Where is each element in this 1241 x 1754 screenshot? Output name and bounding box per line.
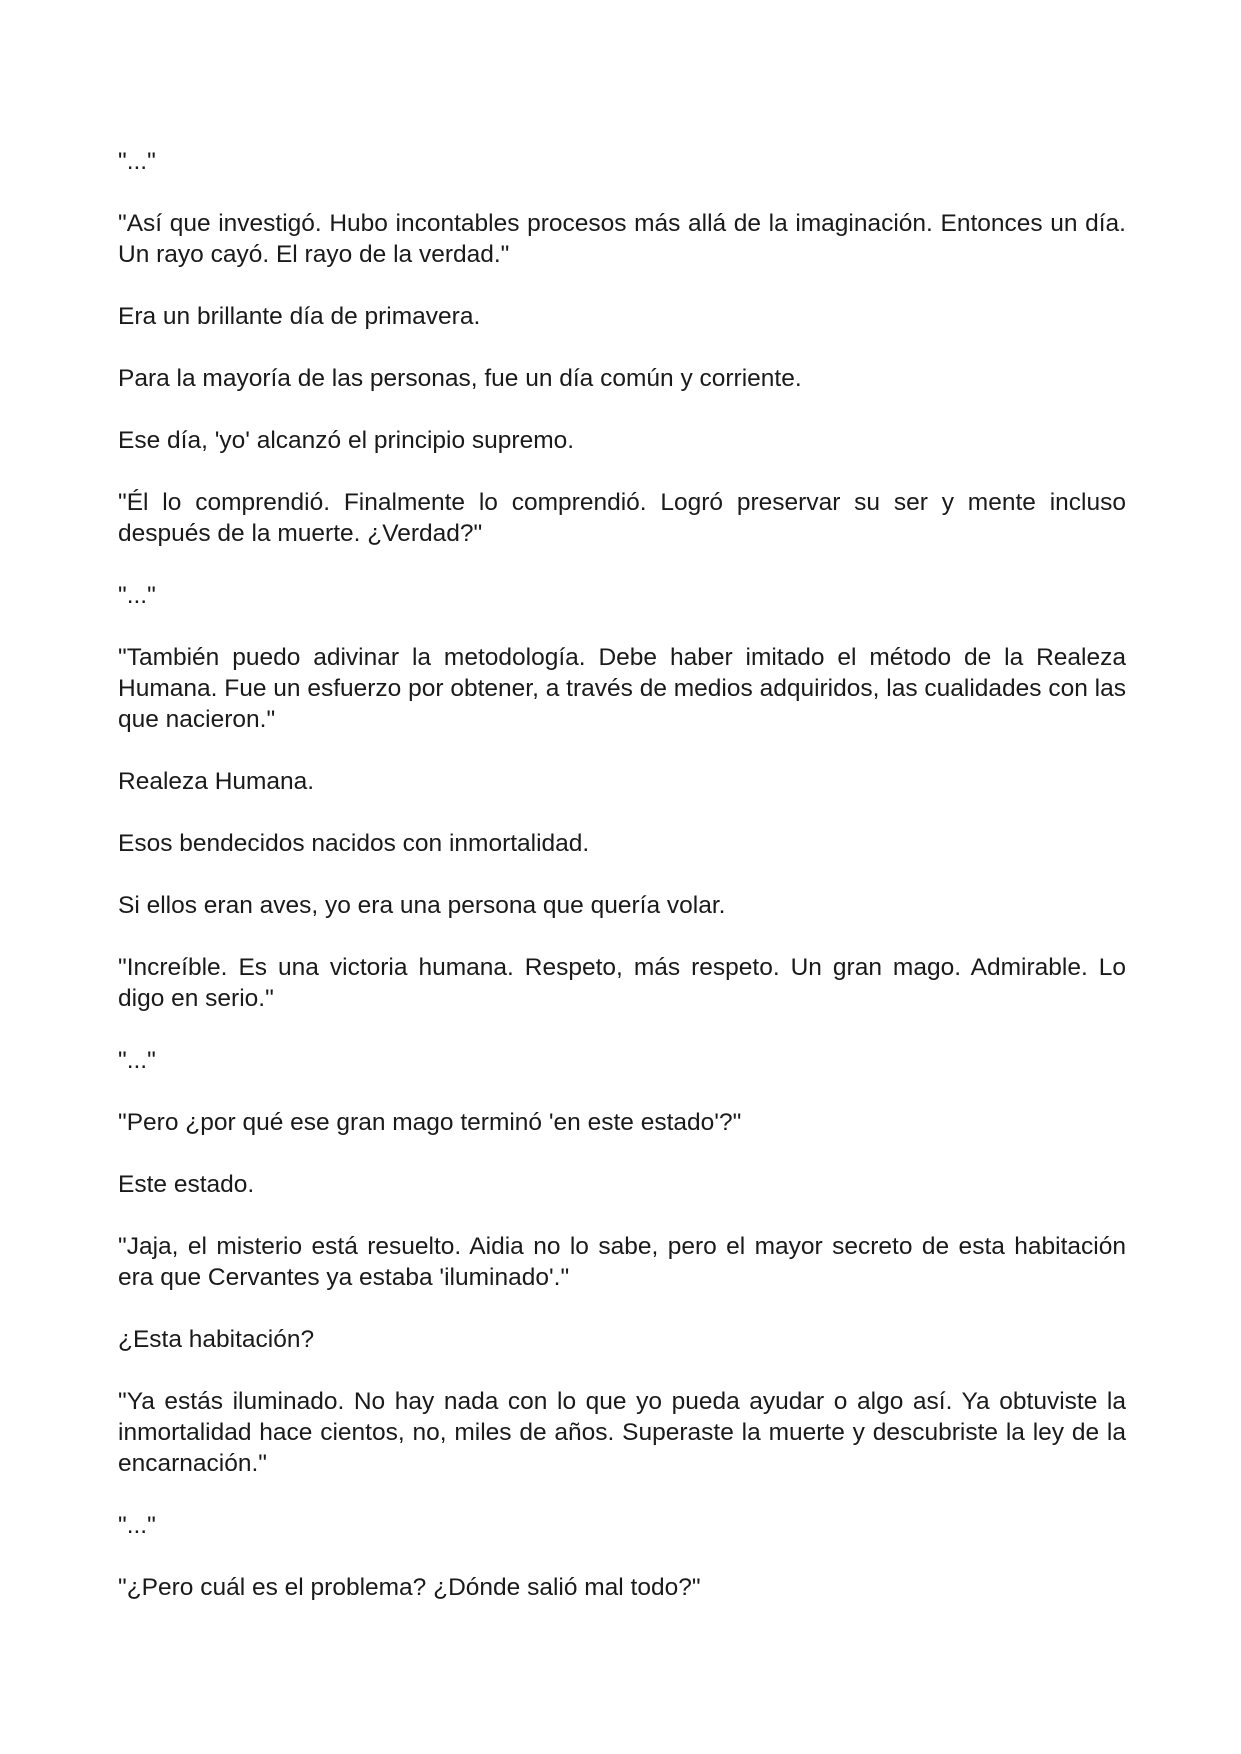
- paragraph: Ese día, 'yo' alcanzó el principio supremo.: [118, 427, 575, 454]
- paragraph: Este estado.: [118, 1171, 255, 1198]
- paragraph: "¿Pero cuál es el problema? ¿Dónde salió mal todo?": [118, 1574, 701, 1601]
- paragraph: "Así que investigó. Hubo incontables procesos más allá de la imaginación. Entonces un día. Un rayo cayó. El rayo de la verdad.": [118, 210, 1126, 268]
- paragraph: "Él lo comprendió. Finalmente lo comprendió. Logró preservar su ser y mente incluso después de la muerte. ¿Verdad?": [118, 489, 1126, 547]
- paragraph: "También puedo adivinar la metodología. Debe haber imitado el método de la Realeza Humana. Fue un esfuerzo por obtener, a través de medios adquiridos, las cualidades con las que nacieron.": [118, 644, 1126, 733]
- paragraph: Realeza Humana.: [118, 768, 315, 795]
- document-body: [118, 146, 1126, 1603]
- paragraph: Si ellos eran aves, yo era una persona que quería volar.: [118, 892, 726, 919]
- paragraph: ¿Esta habitación?: [118, 1326, 315, 1353]
- paragraph: "Ya estás iluminado. No hay nada con lo que yo pueda ayudar o algo así. Ya obtuviste la inmortalidad hace cientos, no, miles de años. Superaste la muerte y descubriste la ley de la encarnación.": [118, 1388, 1126, 1477]
- paragraph: "...": [118, 148, 156, 175]
- paragraph: "Jaja, el misterio está resuelto. Aidia no lo sabe, pero el mayor secreto de esta habitación era que Cervantes ya estaba 'iluminado'.": [118, 1233, 1126, 1291]
- paragraph: Era un brillante día de primavera.: [118, 303, 481, 330]
- paragraph: "...": [118, 582, 156, 609]
- paragraph: "...": [118, 1047, 156, 1074]
- paragraph: "...": [118, 1512, 156, 1539]
- paragraph: Para la mayoría de las personas, fue un día común y corriente.: [118, 365, 802, 392]
- paragraph: "Pero ¿por qué ese gran mago terminó 'en este estado'?": [118, 1109, 742, 1136]
- paragraph: Esos bendecidos nacidos con inmortalidad.: [118, 830, 590, 857]
- paragraph: "Increíble. Es una victoria humana. Respeto, más respeto. Un gran mago. Admirable. Lo digo en serio.": [118, 954, 1126, 1012]
